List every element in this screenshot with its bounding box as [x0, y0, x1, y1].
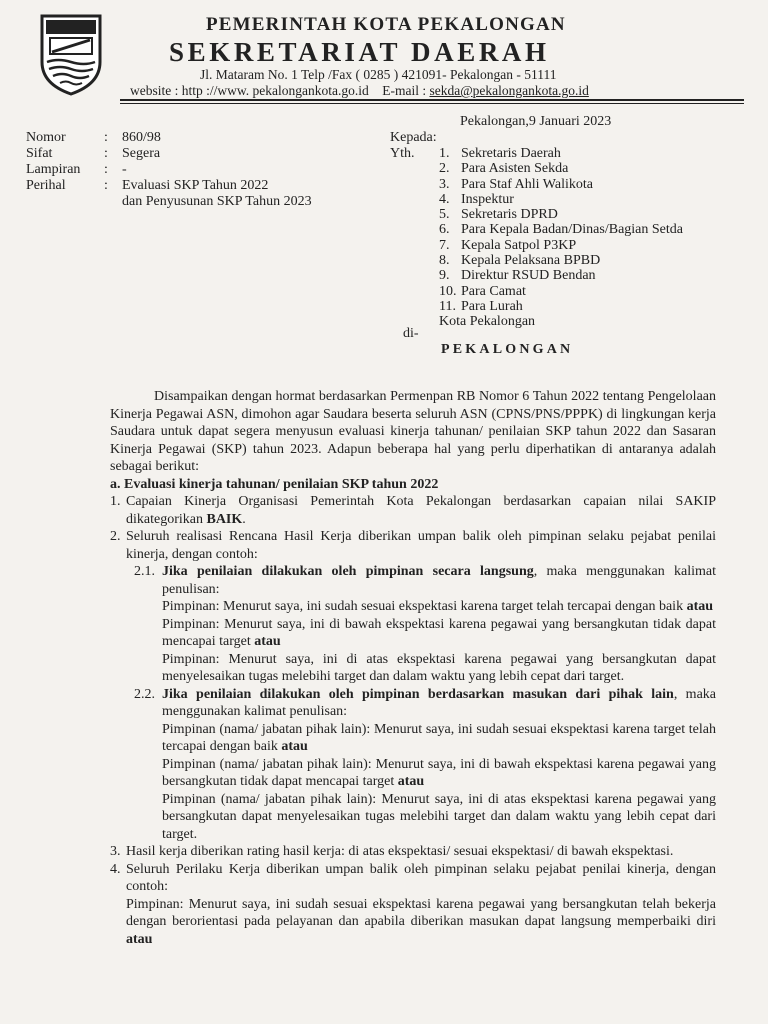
list-item: 4. Seluruh Perilaku Kerja diberikan umpan balik oleh pimpinan selaku pejabat penilai kinerja, dengan contoh: — [110, 861, 716, 894]
meta-nature: Segera — [122, 146, 161, 161]
example-text: Pimpinan: Menurut saya, ini sudah sesuai ekspektasi karena pegawai yang bersangkutan telah bekerja dengan berorientasi pada pelayanan dan apabila diberikan masukan dapat langsung memperbaiki diri atau — [126, 896, 716, 947]
list-item: 2. Para Asisten Sekda — [439, 161, 569, 177]
header-contact — [130, 83, 589, 99]
sub-item: 2.1. Jika penilaian dilakukan oleh pimpinan secara langsung, maka menggunakan kalimat penulisan: — [134, 564, 716, 597]
kota-pekalongan-emblem-icon — [38, 12, 104, 96]
meta-colon: : — [104, 178, 108, 193]
meta-colon: : — [104, 162, 108, 177]
header-office: SEKRETARIAT DAERAH — [169, 37, 550, 67]
list-item: 1. Capaian Kinerja Organisasi Pemerintah Kota Pekalongan berdasarkan capaian nilai SAKIP dikategorikan BAIK. — [110, 494, 716, 527]
email-label: E-mail : — [382, 83, 427, 98]
meta-number: 860/98 — [122, 130, 161, 145]
meta-values — [122, 130, 352, 210]
list-item: 10. Para Camat — [439, 283, 526, 299]
meta-subject-cont: dan Penyusunan SKP Tahun 2023 — [122, 194, 312, 209]
meta-label: Sifat — [26, 146, 53, 161]
header-government: PEMERINTAH KOTA PEKALONGAN — [206, 14, 566, 35]
example-text: Pimpinan: Menurut saya, ini di bawah ekspektasi karena pegawai yang bersangkutan tidak dapat mencapai target atau — [162, 616, 716, 649]
recipient-list — [439, 146, 683, 330]
meta-subject: Evaluasi SKP Tahun 2022 — [122, 178, 269, 193]
recipient-heading — [390, 130, 437, 162]
destination-city: PEKALONGAN — [441, 342, 574, 357]
example-text: Pimpinan: Menurut saya, ini sudah sesuai ekspektasi karena target telah tercapai dengan baik atau — [162, 599, 714, 614]
list-item: 8. Kepala Pelaksana BPBD — [439, 253, 601, 269]
meta-label: Perihal — [26, 178, 66, 193]
meta-label: Nomor — [26, 130, 66, 145]
list-item: 6. Para Kepala Badan/Dinas/Bagian Setda — [439, 222, 683, 238]
list-item: 3. Hasil kerja diberikan rating hasil kerja: di atas ekspektasi/ sesuai ekspektasi/ di bawah ekspektasi. — [110, 844, 674, 859]
meta-attachment: - — [122, 162, 127, 177]
example-text: Pimpinan: Menurut saya, ini di atas ekspektasi karena pegawai yang bersangkutan dapat menyelesaikan tugas melebihi target dan dalam waktu yang lebih cepat dari target. — [162, 651, 716, 684]
meta-colons — [104, 130, 118, 194]
example-text: Pimpinan (nama/ jabatan pihak lain): Menurut saya, ini di bawah ekspektasi karena pegawai yang bersangkutan tidak dapat mencapai target atau — [162, 756, 716, 789]
meta-label: Lampiran — [26, 162, 81, 177]
list-item: 7. Kepala Satpol P3KP — [439, 237, 577, 253]
letter-date: Pekalongan,9 Januari 2023 — [460, 114, 612, 129]
header-divider-thin — [120, 103, 744, 104]
list-item: Kota Pekalongan — [439, 314, 536, 330]
section-heading: a. Evaluasi kinerja tahunan/ penilaian SKP tahun 2022 — [110, 476, 439, 492]
meta-colon: : — [104, 130, 108, 145]
header-divider — [120, 99, 744, 101]
list-item: 11. Para Lurah — [439, 298, 523, 314]
list-item: 3. Para Staf Ahli Walikota — [439, 176, 593, 192]
list-item: 9. Direktur RSUD Bendan — [439, 268, 596, 284]
email-link[interactable]: sekda@pekalongankota.go.id — [429, 83, 589, 98]
letter-body — [110, 388, 716, 948]
yth-label: Yth. — [390, 146, 415, 161]
website-text: website : http ://www. pekalongankota.go.id — [130, 83, 369, 98]
example-text: Pimpinan (nama/ jabatan pihak lain): Menurut saya, ini di atas ekspektasi karena pegawai yang bersangkutan dapat menyelesaikan tugas melebihi target dan dalam waktu yang lebih cepat dari target. — [162, 791, 716, 842]
intro-paragraph: Disampaikan dengan hormat berdasarkan Permenpan RB Nomor 6 Tahun 2022 tentang Pengelolaan Kinerja Pegawai ASN, dimohon agar Saudara beserta seluruh ASN (CPNS/PNS/PPPK) di lingkungan kerja Saudara untuk dapat segera menyusun evaluasi kinerja tahunan/ penilaian SKP tahun 2022 dan Sasaran Kinerja Pegawai (SKP) tahun 2023. Adapun beberapa hal yang perlu diperhatikan di antaranya adalah sebagai berikut: — [110, 389, 716, 474]
example-text: Pimpinan (nama/ jabatan pihak lain): Menurut saya, ini sudah sesuai ekspektasi karena target telah tercapai dengan baik atau — [162, 721, 716, 754]
meta-colon: : — [104, 146, 108, 161]
di-label: di- — [403, 326, 419, 341]
list-item: 5. Sekretaris DPRD — [439, 207, 558, 223]
list-item: 1. Sekretaris Daerah — [439, 146, 561, 161]
sub-item: 2.2. Jika penilaian dilakukan oleh pimpinan berdasarkan masukan dari pihak lain, maka menggunakan kalimat penulisan: — [134, 686, 716, 719]
meta-labels — [26, 130, 96, 194]
header-address: Jl. Mataram No. 1 Telp /Fax ( 0285 ) 421091- Pekalongan - 51111 — [200, 67, 557, 82]
list-item: 2. Seluruh realisasi Rencana Hasil Kerja diberikan umpan balik oleh pimpinan selaku pejabat penilai kinerja, dengan contoh: — [110, 529, 716, 562]
list-item: 4. Inspektur — [439, 191, 514, 207]
kepada-label: Kepada: — [390, 130, 437, 145]
